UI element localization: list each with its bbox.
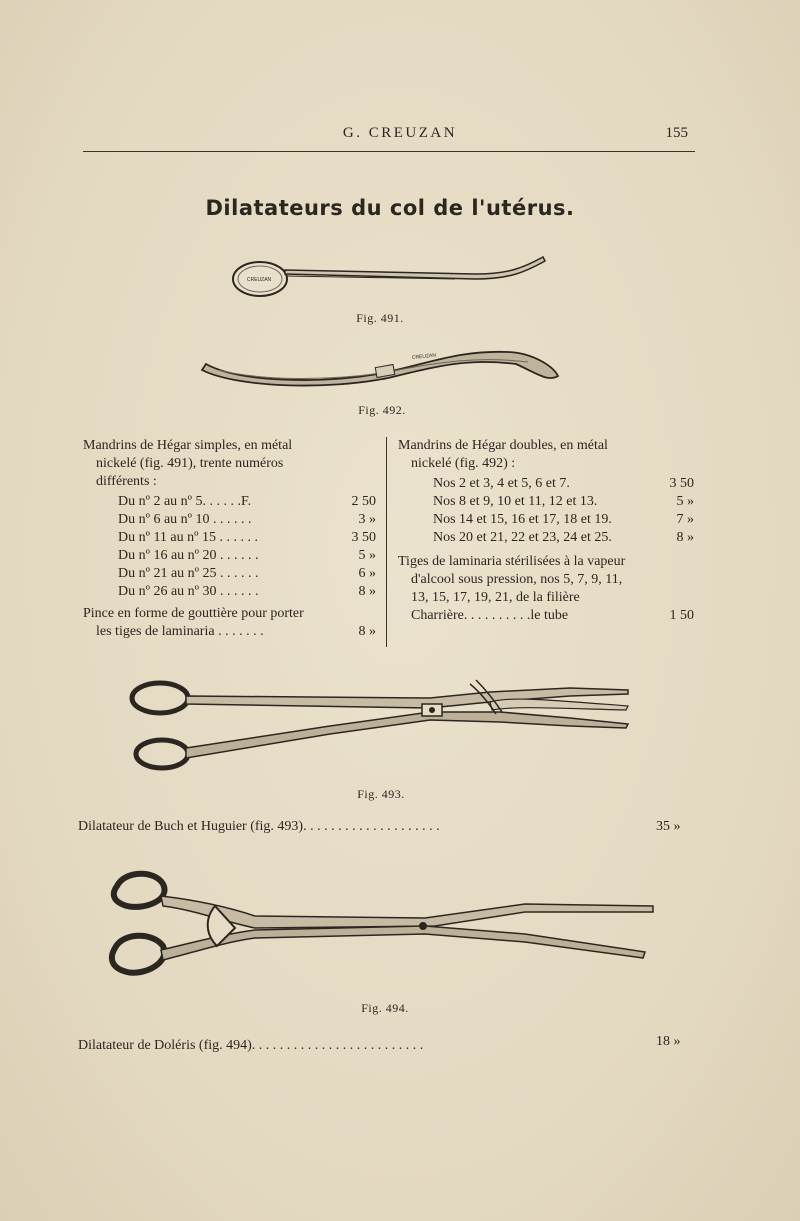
price-row-value: 8 » [358,584,376,599]
page-number: 155 [665,125,688,141]
tiges-line: d'alcool sous pression, nos 5, 7, 9, 11, [411,572,623,587]
price-row-value: 3 » [358,512,376,527]
right-intro-line: nickelé (fig. 492) : [411,456,516,471]
price-row-label: Du nº 2 au nº 5. . . . . .F. [118,494,252,509]
fig-491-engraving: CREUZAN [247,277,272,283]
price-row-label: Du nº 11 au nº 15 . . . . . . [118,530,258,545]
price-row-value: 8 » [676,530,694,545]
pince-price: 8 » [358,624,376,639]
header-rule [83,151,695,152]
pince-line: les tiges de laminaria . . . . . . . [96,624,264,639]
left-intro-line: nickelé (fig. 491), trente numéros [96,456,284,471]
item-buch-huguier-price: 35 » [656,819,681,834]
fig-494-caption: Fig. 494. [361,1001,409,1015]
left-column [83,437,378,647]
price-row-label: Du nº 26 au nº 30 . . . . . . [118,584,259,599]
price-row-value: 6 » [358,566,376,581]
price-row-value: 2 50 [351,494,376,509]
section-title: Dilatateurs du col de l'utérus. [205,196,575,220]
fig-493-buch-huguier-dilator-illustration [130,676,635,776]
left-intro-line: différents : [96,474,157,489]
right-intro-line: Mandrins de Hégar doubles, en métal [398,438,608,453]
fig-491-hegar-dilator-illustration [225,252,555,302]
price-row-label: Du nº 21 au nº 25 . . . . . . [118,566,259,581]
running-head-author: G. CREUZAN [342,125,458,141]
column-divider [386,437,387,647]
price-row-value: 7 » [676,512,694,527]
item-doleris-label: Dilatateur de Doléris (fig. 494). . . . . . . . . . . . . . . . . . . . . . . . . [78,1038,424,1053]
price-row-label: Nos 2 et 3, 4 et 5, 6 et 7. [433,476,570,491]
price-row-value: 5 » [676,494,694,509]
tiges-line: 13, 15, 17, 19, 21, de la filière [411,590,580,605]
fig-492-engraving: CREUZAN [411,352,437,361]
price-row-label: Nos 14 et 15, 16 et 17, 18 et 19. [433,512,612,527]
fig-492-caption: Fig. 492. [358,403,406,417]
tiges-line: Charrière. . . . . . . . . .le tube [411,608,569,623]
right-column [398,437,696,647]
item-doleris-price: 18 » [656,1034,681,1049]
fig-492-double-hegar-dilator-illustration [198,344,563,389]
fig-494-doleris-dilator-illustration [105,866,655,984]
tiges-price: 1 50 [669,608,694,623]
pince-line: Pince en forme de gouttière pour porter [83,606,304,621]
price-row-label: Nos 20 et 21, 22 et 23, 24 et 25. [433,530,612,545]
price-row-value: 5 » [358,548,376,563]
price-row-label: Nos 8 et 9, 10 et 11, 12 et 13. [433,494,598,509]
fig-493-caption: Fig. 493. [357,787,405,801]
price-row-label: Du nº 6 au nº 10 . . . . . . [118,512,252,527]
price-row-value: 3 50 [351,530,376,545]
tiges-line: Tiges de laminaria stérilisées à la vapeur [398,554,626,569]
item-buch-huguier-label: Dilatateur de Buch et Huguier (fig. 493). . . . . . . . . . . . . . . . . . . . [78,819,440,834]
price-row-label: Du nº 16 au nº 20 . . . . . . [118,548,259,563]
fig-491-caption: Fig. 491. [356,311,404,325]
left-intro-line: Mandrins de Hégar simples, en métal [83,438,293,453]
price-row-value: 3 50 [669,476,694,491]
